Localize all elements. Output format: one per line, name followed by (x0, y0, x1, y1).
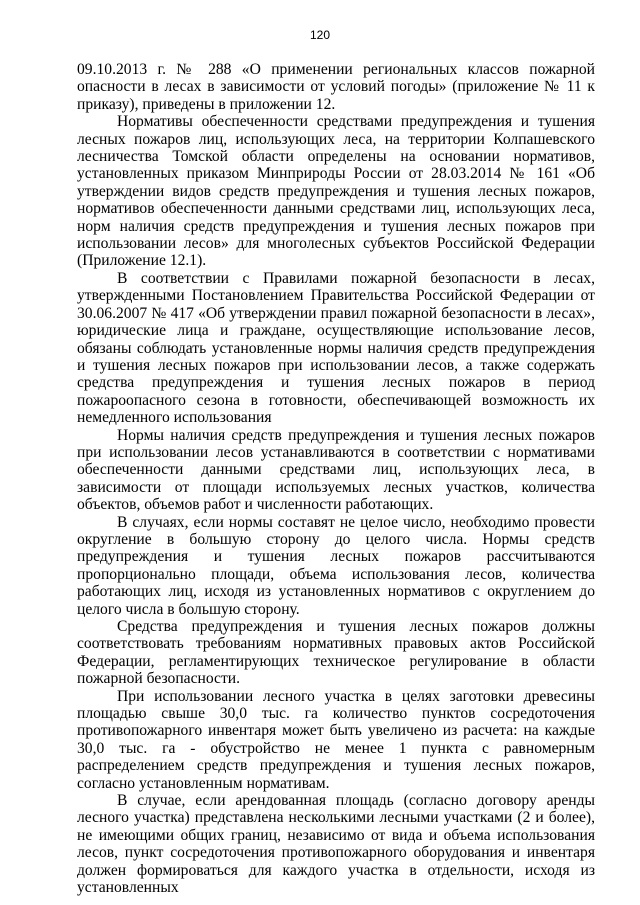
paragraph-large-area-points: При использовании лесного участка в целях заготовки древесины площадью свыше 30,0 тыс. га количество пунктов сосредоточения противопожарного инвентаря может быть увеличено из расчета: на каждые 30,0 тыс. га - обустройство не менее 1 пункта с равномерным распределением средств предупреждения и тушения лесных пожаров, согласно установленным нормативам. (77, 687, 595, 792)
paragraph-multiple-plots: В случае, если арендованная площадь (согласно договору аренды лесного участка) представлена несколькими лесными участками (2 и более), не имеющими общих границ, независимо от вида и объема использования лесов, пункт сосредоточения противопожарного оборудования и инвентаря должен формироваться для каждого участка в отдельности, исходя из установленных (77, 792, 595, 897)
paragraph-rounding: В случаях, если нормы составят не целое число, необходимо провести округление в большую сторону до целого числа. Нормы средств предупреждения и тушения лесных пожаров рассчитываются пропорционально площади, объема использования лесов, количества работающих лиц, исходя из установленных нормативов с округлением до целого числа в большую сторону. (77, 513, 595, 618)
document-body (77, 61, 595, 897)
paragraph-norms-establishment: Нормы наличия средств предупреждения и тушения лесных пожаров при использовании лесов устанавливаются в соответствии с нормативами обеспеченности данными средствами лиц, использующих леса, в зависимости от площади используемых лесных участков, количества объектов, объемов работ и численности работающих. (77, 426, 595, 514)
paragraph-fire-safety-rules: В соответствии с Правилами пожарной безопасности в лесах, утвержденными Постановлением Правительства Российской Федерации от 30.06.2007 № 417 «Об утверждении правил пожарной безопасности в лесах», юридические лица и граждане, осуществляющие использование лесов, обязаны соблюдать установленные нормы наличия средств предупреждения и тушения лесных пожаров при использовании лесов, а также содержать средства предупреждения и тушения лесных пожаров в период пожароопасного сезона в готовности, обеспечивающей возможность их немедленного использования (77, 269, 595, 427)
paragraph-continuation: 09.10.2013 г. № 288 «О применении региональных классов пожарной опасности в лесах в зависимости от условий погоды» (приложение № 11 к приказу), приведены в приложении 12. (77, 61, 595, 113)
paragraph-equipment-requirements: Средства предупреждения и тушения лесных пожаров должны соответствовать требованиям нормативных правовых актов Российской Федерации, регламентирующих техническое регулирование в области пожарной безопасности. (77, 618, 595, 688)
paragraph-fire-safety-norms: Нормативы обеспеченности средствами предупреждения и тушения лесных пожаров лиц, использующих леса, на территории Колпашевского лесничества Томской области определены на основании нормативов, установленных приказом Минприроды России от 28.03.2014 № 161 «Об утверждении видов средств предупреждения и тушения лесных пожаров, нормативов обеспеченности данными средствами лиц, использующих леса, норм наличия средств предупреждения и тушения лесных пожаров при использовании лесов» для многолесных субъектов Российской Федерации (Приложение 12.1). (77, 113, 595, 270)
page-number: 120 (309, 28, 331, 42)
